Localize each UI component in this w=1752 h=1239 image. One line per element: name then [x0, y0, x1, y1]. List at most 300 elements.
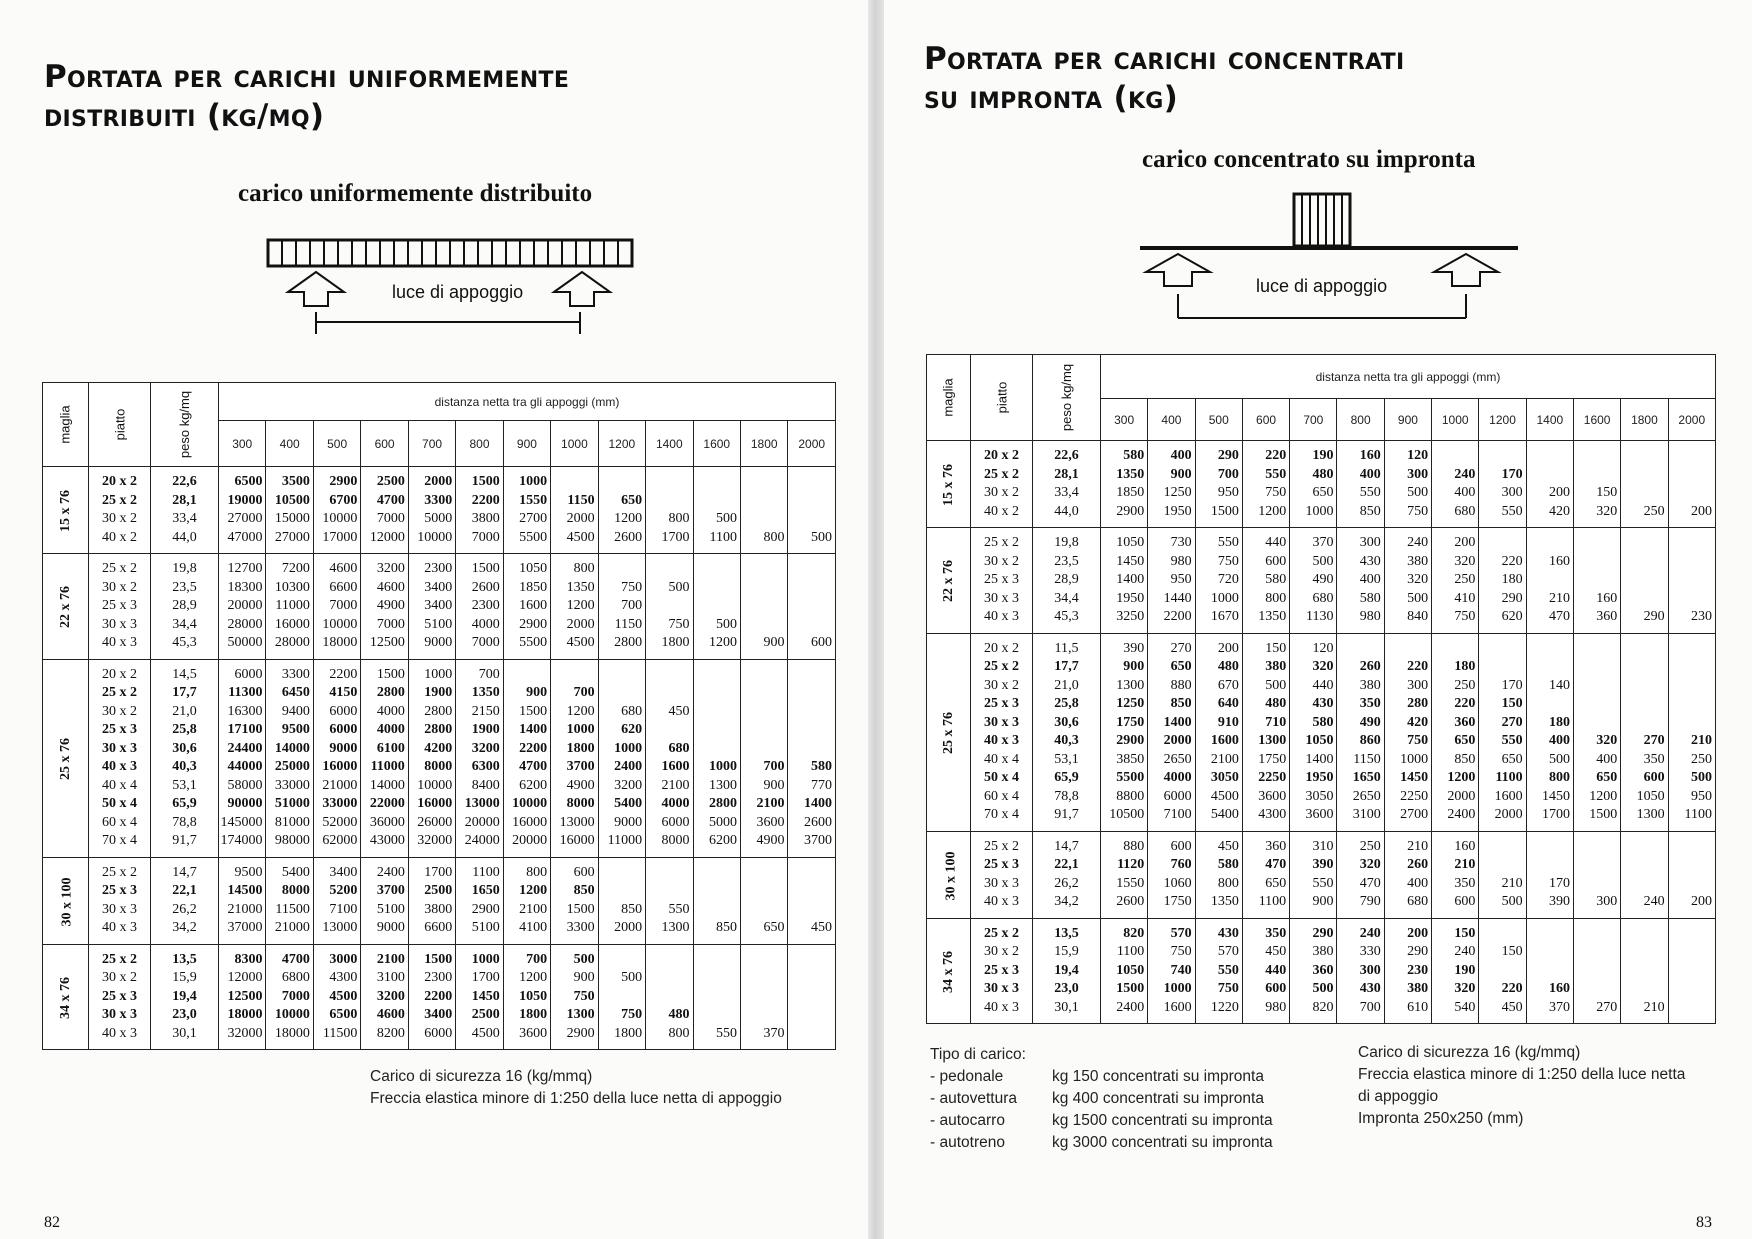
table-value: 10500: [1109, 807, 1145, 822]
table-value: 400: [1454, 485, 1476, 500]
piatto-value: 25 x 2: [102, 864, 137, 880]
piatto-cell: [89, 659, 151, 857]
table-value: 320: [1454, 981, 1476, 996]
table-value: 7100: [329, 901, 358, 917]
peso-value: 33,4: [172, 511, 197, 526]
table-value: 3800: [424, 901, 453, 917]
table-value: 650: [621, 492, 643, 508]
table-value: 7100: [1163, 807, 1192, 822]
peso-value: 15,9: [1054, 944, 1079, 959]
col-peso-label: peso kg/mq: [1059, 363, 1075, 431]
piatto-value: 25 x 3: [984, 962, 1019, 978]
maglia-cell: [927, 918, 971, 1024]
table-value: 20000: [464, 814, 500, 830]
peso-value: 23,5: [172, 579, 197, 595]
table-value: 250: [1691, 751, 1712, 767]
maglia-cell: [43, 857, 89, 944]
table-value: 1200: [1589, 788, 1618, 804]
table-value: 1500: [424, 951, 453, 967]
tipo-carico-name: - autovettura: [930, 1090, 1018, 1107]
value-cell: [1621, 633, 1668, 831]
peso-value: 28,9: [172, 598, 197, 613]
peso-value: 34,2: [172, 920, 197, 935]
value-cell: [740, 467, 787, 554]
table-value: 720: [1217, 572, 1239, 587]
table-value: 6500: [234, 474, 263, 489]
piatto-value: 40 x 3: [102, 920, 137, 935]
piatto-value: 70 x 4: [102, 833, 137, 848]
table-value: 220: [1454, 696, 1476, 711]
value-cell: [1195, 633, 1242, 831]
table-value: 8300: [234, 951, 263, 967]
table-value: 430: [1312, 696, 1334, 711]
table-value: 1500: [519, 703, 548, 719]
table-value: 360: [1596, 609, 1618, 624]
peso-value: 26,2: [1054, 875, 1079, 891]
value-cell: [1242, 441, 1289, 528]
peso-value: 30,1: [172, 1025, 197, 1041]
table-value: 1400: [1116, 572, 1145, 587]
table-value: 1200: [566, 598, 595, 613]
piatto-value: 40 x 3: [984, 609, 1019, 624]
table-value: 17000: [322, 529, 358, 545]
table-value: 800: [763, 529, 785, 545]
piatto-value: 25 x 2: [984, 925, 1019, 941]
table-value: 820: [1312, 999, 1334, 1015]
table-value: 7000: [329, 598, 358, 613]
piatto-value: 30 x 2: [102, 703, 137, 719]
peso-value: 44,0: [172, 529, 197, 545]
table-value: 6600: [424, 920, 453, 935]
table-value: 360: [1454, 714, 1476, 730]
value-cell: [598, 659, 645, 857]
table-value: 250: [1454, 572, 1476, 587]
table-value: 580: [1217, 857, 1239, 872]
value-cell: [1101, 528, 1148, 634]
value-cell: [693, 659, 740, 857]
table-value: 430: [1359, 553, 1381, 569]
table-value: 24000: [464, 833, 500, 848]
value-cell: [313, 467, 360, 554]
value-cell: [266, 554, 313, 660]
table-value: 6000: [329, 722, 358, 737]
table-value: 750: [621, 1007, 643, 1022]
peso-cell: [151, 467, 219, 554]
table-value: 900: [1123, 659, 1145, 674]
distance-col-300: 300: [1101, 399, 1148, 441]
table-value: 2400: [1447, 807, 1476, 822]
table-value: 2100: [1210, 751, 1239, 767]
table-value: 4500: [471, 1025, 500, 1041]
value-cell: [1668, 918, 1715, 1024]
value-cell: [219, 554, 266, 660]
table-value: 9500: [281, 722, 310, 737]
table-value: 160: [1454, 838, 1476, 854]
table-value: 270: [1170, 640, 1192, 656]
table-value: 1600: [519, 598, 548, 613]
table-value: 1000: [1400, 751, 1429, 767]
table-value: 2400: [614, 759, 643, 774]
table-value: 7000: [281, 988, 310, 1004]
table-value: 18000: [322, 635, 358, 650]
table-value: 1200: [614, 511, 643, 526]
table-value: 450: [811, 920, 832, 935]
table-value: 550: [1501, 503, 1523, 519]
table-value: 4500: [329, 988, 358, 1004]
table-row-group: [43, 554, 836, 660]
maglia-label: 22 x 76: [57, 586, 73, 629]
table-value: 500: [1407, 485, 1429, 500]
peso-value: 78,8: [1054, 788, 1079, 804]
piatto-value: 30 x 3: [102, 1007, 137, 1022]
table-value: 250: [1359, 838, 1381, 854]
table-row-group: [927, 831, 1716, 918]
table-value: 470: [1359, 875, 1381, 891]
table-value: 58000: [227, 777, 263, 793]
piatto-value: 20 x 2: [102, 666, 137, 682]
value-cell: [1242, 633, 1289, 831]
tipo-carico-heading: Tipo di carico:: [930, 1046, 1026, 1063]
table-value: 580: [1312, 714, 1334, 730]
value-cell: [693, 944, 740, 1050]
value-cell: [408, 554, 455, 660]
table-value: 27000: [274, 529, 310, 545]
value-cell: [740, 857, 787, 944]
table-value: 420: [1407, 714, 1429, 730]
value-cell: [408, 944, 455, 1050]
distance-col-600: 600: [361, 421, 408, 467]
value-cell: [1573, 918, 1620, 1024]
table-value: 320: [1359, 857, 1381, 872]
maglia-cell: [927, 528, 971, 634]
table-value: 210: [1691, 733, 1712, 748]
piatto-value: 30 x 2: [102, 579, 137, 595]
piatto-value: 30 x 2: [984, 553, 1019, 569]
table-value: 32000: [417, 833, 453, 848]
value-cell: [1668, 633, 1715, 831]
distance-col-1600: 1600: [693, 421, 740, 467]
value-cell: [740, 659, 787, 857]
table-value: 220: [1501, 981, 1523, 996]
table-value: 1350: [1210, 894, 1239, 909]
table-value: 1050: [1116, 962, 1145, 978]
table-value: 800: [1548, 770, 1570, 785]
value-cell: [1668, 831, 1715, 918]
table-value: 650: [763, 920, 785, 935]
piatto-value: 25 x 3: [984, 572, 1019, 587]
table-value: 500: [715, 616, 737, 632]
peso-value: 19,8: [1054, 535, 1079, 550]
piatto-value: 40 x 3: [984, 733, 1019, 748]
table-value: 1350: [566, 579, 595, 595]
maglia-label: 22 x 76: [940, 560, 956, 603]
table-value: 580: [1359, 590, 1381, 606]
table-value: 4900: [376, 598, 405, 613]
table-value: 1400: [519, 722, 548, 737]
value-cell: [1101, 918, 1148, 1024]
table-value: 1150: [567, 492, 595, 508]
right-note-footprint: Impronta 250x250 (mm): [1358, 1110, 1524, 1127]
table-value: 2200: [424, 988, 453, 1004]
table-value: 27000: [227, 511, 263, 526]
table-value: 1440: [1163, 590, 1192, 606]
value-cell: [1526, 633, 1573, 831]
table-row-group: [927, 441, 1716, 528]
table-value: 7000: [376, 511, 405, 526]
table-value: 2800: [424, 722, 453, 737]
table-value: 1950: [1305, 770, 1334, 785]
table-value: 1700: [424, 864, 453, 880]
table-value: 2100: [661, 777, 690, 793]
table-value: 700: [763, 759, 785, 774]
table-row-group: [43, 467, 836, 554]
peso-cell: [1033, 918, 1101, 1024]
table-value: 12000: [369, 529, 405, 545]
table-value: 19000: [227, 492, 263, 508]
value-cell: [1290, 441, 1337, 528]
table-value: 750: [1407, 503, 1429, 519]
piatto-cell: [89, 944, 151, 1050]
table-value: 1500: [1210, 503, 1239, 519]
table-value: 1000: [1305, 503, 1334, 519]
maglia-label: 25 x 76: [57, 738, 73, 780]
table-value: 81000: [274, 814, 310, 830]
table-value: 50000: [227, 635, 263, 650]
table-value: 490: [1312, 572, 1334, 587]
distance-col-400: 400: [1148, 399, 1195, 441]
value-cell: [1242, 831, 1289, 918]
piatto-value: 25 x 3: [102, 598, 137, 613]
table-value: 200: [1548, 485, 1570, 500]
table-value: 1200: [1258, 503, 1287, 519]
table-value: 620: [1501, 609, 1523, 624]
table-value: 2900: [519, 616, 548, 632]
piatto-value: 25 x 2: [102, 561, 137, 576]
col-piatto-label: piatto: [112, 408, 127, 440]
table-value: 2200: [471, 492, 500, 508]
table-value: 480: [668, 1007, 690, 1022]
table-value: 330: [1359, 944, 1381, 959]
value-cell: [1432, 831, 1479, 918]
piatto-value: 25 x 2: [984, 466, 1019, 482]
table-value: 16000: [512, 814, 548, 830]
distance-col-300: 300: [219, 421, 266, 467]
table-value: 700: [526, 951, 548, 967]
table-value: 270: [1501, 714, 1523, 730]
table-value: 4900: [756, 833, 785, 848]
table-value: 650: [1312, 485, 1334, 500]
piatto-value: 30 x 3: [984, 590, 1019, 606]
table-value: 1150: [1353, 751, 1381, 767]
table-value: 440: [1265, 535, 1287, 550]
table-value: 760: [1170, 857, 1192, 872]
table-value: 1000: [708, 759, 737, 774]
table-value: 620: [621, 722, 643, 737]
peso-value: 14,7: [172, 864, 197, 880]
value-cell: [219, 659, 266, 857]
table-value: 7200: [281, 561, 310, 576]
table-value: 250: [1454, 677, 1476, 693]
table-value: 900: [1312, 894, 1334, 909]
distance-col-1000: 1000: [1432, 399, 1479, 441]
table-value: 4300: [1258, 807, 1287, 822]
table-value: 700: [1359, 999, 1381, 1015]
table-value: 680: [1454, 503, 1476, 519]
maglia-cell: [43, 659, 89, 857]
table-value: 145000: [220, 814, 263, 830]
table-value: 3700: [566, 759, 595, 774]
table-value: 2900: [471, 901, 500, 917]
table-value: 4000: [471, 616, 500, 632]
peso-value: 23,5: [1054, 553, 1079, 569]
table-value: 6000: [329, 703, 358, 719]
table-value: 910: [1217, 714, 1239, 730]
table-value: 250: [1643, 503, 1665, 519]
piatto-value: 25 x 2: [102, 951, 137, 967]
value-cell: [219, 944, 266, 1050]
table-value: 2600: [804, 814, 832, 830]
table-value: 120: [1312, 640, 1334, 656]
table-value: 3400: [424, 1007, 453, 1022]
tipo-carico-value: kg 1500 concentrati su impronta: [1052, 1112, 1273, 1129]
table-value: 740: [1170, 962, 1192, 978]
table-value: 650: [1170, 659, 1192, 674]
table-value: 1750: [1116, 714, 1145, 730]
table-value: 400: [1359, 572, 1381, 587]
table-value: 840: [1407, 609, 1429, 624]
table-value: 610: [1407, 999, 1429, 1015]
table-value: 580: [811, 759, 832, 774]
table-value: 210: [1454, 857, 1476, 872]
table-value: 14000: [369, 777, 405, 793]
maglia-cell: [43, 554, 89, 660]
concentrated-load-diagram: [1134, 186, 1524, 326]
peso-value: 34,4: [172, 616, 197, 632]
table-value: 37000: [227, 920, 263, 935]
piatto-cell: [89, 467, 151, 554]
value-cell: [598, 467, 645, 554]
piatto-cell: [971, 918, 1033, 1024]
table-value: 2150: [471, 703, 500, 719]
tipo-carico: [930, 1044, 1273, 1154]
right-note-deflection: Freccia elastica minore di 1:250 della luce netta: [1358, 1066, 1686, 1083]
table-value: 3100: [376, 970, 405, 985]
table-value: 4150: [329, 685, 358, 700]
value-cell: [1290, 831, 1337, 918]
table-value: 410: [1454, 590, 1476, 606]
table-value: 160: [1596, 590, 1618, 606]
table-value: 2000: [566, 616, 595, 632]
table-value: 550: [1217, 962, 1239, 978]
value-cell: [1290, 633, 1337, 831]
peso-value: 17,7: [172, 685, 197, 700]
table-value: 370: [1548, 999, 1570, 1015]
table-value: 600: [1454, 894, 1476, 909]
table-value: 2100: [376, 951, 405, 967]
table-value: 550: [1312, 875, 1334, 891]
table-value: 390: [1123, 640, 1145, 656]
value-cell: [1432, 918, 1479, 1024]
table-value: 18000: [274, 1025, 310, 1041]
value-cell: [646, 467, 693, 554]
value-cell: [1573, 831, 1620, 918]
table-value: 750: [1265, 485, 1287, 500]
table-value: 500: [1691, 770, 1712, 785]
col-piatto-label: piatto: [994, 381, 1009, 413]
table-value: 500: [811, 529, 832, 545]
right-subtitle: carico concentrato su impronta: [1142, 146, 1476, 173]
table-value: 700: [478, 666, 500, 682]
value-cell: [1621, 528, 1668, 634]
table-value: 160: [1548, 553, 1570, 569]
table-value: 14500: [227, 883, 263, 898]
table-value: 880: [1123, 838, 1145, 854]
table-value: 230: [1407, 962, 1429, 978]
table-value: 18300: [227, 579, 263, 595]
table-value: 5000: [708, 814, 737, 830]
table-value: 1000: [471, 951, 500, 967]
table-value: 3850: [1116, 751, 1145, 767]
table-value: 2600: [1116, 894, 1145, 909]
table-value: 980: [1170, 553, 1192, 569]
piatto-value: 40 x 3: [102, 1025, 137, 1041]
table-value: 5500: [1116, 770, 1145, 785]
table-value: 380: [1407, 553, 1429, 569]
value-cell: [551, 944, 598, 1050]
table-value: 20000: [227, 598, 263, 613]
piatto-cell: [971, 528, 1033, 634]
table-value: 680: [1312, 590, 1334, 606]
table-value: 2650: [1163, 751, 1192, 767]
peso-value: 30,6: [172, 740, 197, 756]
value-cell: [1526, 441, 1573, 528]
value-cell: [408, 467, 455, 554]
table-value: 3250: [1116, 609, 1145, 624]
table-value: 270: [1643, 733, 1665, 748]
table-value: 5500: [519, 635, 548, 650]
col-peso-header: [151, 383, 219, 467]
table-value: 500: [1548, 751, 1570, 767]
left-title-line1: Portata per carichi uniformemente: [44, 59, 570, 95]
peso-value: 91,7: [172, 833, 197, 848]
table-value: 550: [668, 901, 690, 917]
value-cell: [1526, 918, 1573, 1024]
value-cell: [503, 944, 550, 1050]
table-value: 1220: [1210, 999, 1239, 1015]
table-value: 11500: [275, 901, 310, 917]
table-value: 270: [1596, 999, 1618, 1015]
piatto-value: 25 x 3: [984, 857, 1019, 872]
table-value: 1450: [1400, 770, 1429, 785]
table-value: 9000: [424, 635, 453, 650]
table-value: 6000: [424, 1025, 453, 1041]
table-value: 600: [1643, 770, 1665, 785]
table-value: 800: [668, 1025, 690, 1041]
distance-col-500: 500: [313, 421, 360, 467]
table-value: 950: [1217, 485, 1239, 500]
table-value: 370: [763, 1025, 785, 1041]
table-value: 8200: [376, 1025, 405, 1041]
piatto-value: 20 x 2: [984, 448, 1019, 463]
table-value: 9000: [614, 814, 643, 830]
value-cell: [456, 857, 503, 944]
table-value: 390: [1548, 894, 1570, 909]
table-value: 2250: [1258, 770, 1287, 785]
table-value: 500: [1265, 677, 1287, 693]
table-value: 1750: [1163, 894, 1192, 909]
table-value: 1800: [614, 1025, 643, 1041]
piatto-value: 25 x 2: [984, 838, 1019, 854]
